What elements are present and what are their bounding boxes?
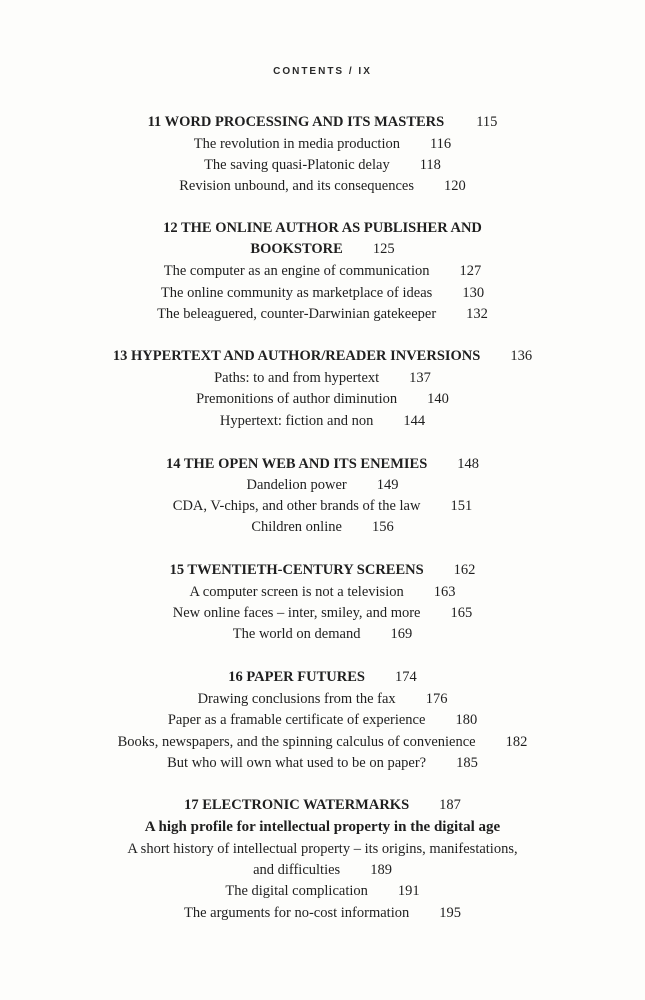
toc-entry [0,389,645,409]
chapter-17-subtitle: A high profile for intellectual property in the digital age [144,819,501,835]
toc-entry-page: 182 [505,734,528,750]
toc-entry [0,496,645,516]
chapter-11-heading [0,112,645,132]
toc-entry-page: 130 [462,285,485,301]
chapter-heading-text: 15 TWENTIETH-CENTURY SCREENS [169,562,424,578]
toc-entry-title: Dandelion power [246,477,347,493]
chapter-page-number: 187 [439,797,461,813]
chapter-14-heading [0,454,645,474]
toc-entry-title: The world on demand [232,626,361,642]
toc-entry-title: The online community as marketplace of ideas [160,285,433,301]
toc-entry-title: Hypertext: fiction and non [219,413,374,429]
chapter-heading-text: 16 PAPER FUTURES [228,669,365,685]
toc-entry [0,689,645,709]
toc-entry-page: 195 [439,905,461,921]
toc-entry [0,603,645,623]
toc-entry-title: The computer as an engine of communication [163,263,430,279]
toc-entry [0,582,645,602]
chapter-page-number: 174 [394,669,417,685]
chapter-page-number: 125 [372,241,395,257]
toc-entry [0,134,645,154]
chapter-12-heading-cont [0,239,645,259]
running-head: CONTENTS / IX [273,66,372,77]
toc-entry-title: Books, newspapers, and the spinning calculus of convenience [117,734,476,750]
toc-entry [0,839,645,859]
toc-entry-title: Paths: to and from hypertext [214,370,380,386]
toc-entry-title: and difficulties [253,862,341,878]
toc-entry-page: 189 [370,862,392,878]
chapter-heading-text: 13 HYPERTEXT AND AUTHOR/READER INVERSIONS [112,348,481,364]
chapter-page-number: 115 [476,114,498,130]
chapter-16-heading [0,667,645,687]
toc-entry-title: The beleaguered, counter-Darwinian gatekeeper [157,306,437,322]
toc-entry-page: 116 [429,136,452,152]
toc-entry-title: Revision unbound, and its consequences [179,178,415,194]
toc-entry-page: 185 [456,755,478,771]
toc-entry [0,732,645,752]
chapter-heading-text: 17 ELECTRONIC WATERMARKS [184,797,410,813]
toc-entry [0,176,645,196]
toc-entry [0,475,645,495]
chapter-17-heading [0,795,645,815]
chapter-page-number: 148 [457,456,480,472]
toc-entry-title: But who will own what used to be on paper? [167,755,427,771]
toc-entry-page: 163 [433,584,456,600]
toc-entry [0,710,645,730]
toc-entry [0,903,645,923]
toc-entry-page: 151 [450,498,473,514]
toc-entry [0,517,645,537]
toc-entry-page: 140 [427,391,449,407]
chapter-15-heading [0,560,645,580]
chapter-heading-text: 14 THE OPEN WEB AND ITS ENEMIES [165,456,428,472]
toc-entry-page: 137 [409,370,431,386]
toc-entry-page: 132 [466,306,488,322]
chapter-heading-text: BOOKSTORE [250,241,343,257]
toc-entry [0,881,645,901]
toc-entry [0,753,645,773]
chapter-page-number: 136 [510,348,533,364]
chapter-page-number: 162 [453,562,476,578]
chapter-heading-text: 11 WORD PROCESSING AND ITS MASTERS [147,114,445,130]
toc-entry [0,624,645,644]
toc-entry [0,155,645,175]
toc-entry-title: The arguments for no-cost information [184,905,410,921]
toc-entry-title: The saving quasi-Platonic delay [204,157,390,173]
toc-entry [0,283,645,303]
toc-entry-page: 120 [444,178,466,194]
toc-entry-page: 176 [425,691,448,707]
toc-entry-title: Children online [251,519,342,535]
toc-entry [0,261,645,281]
toc-entry-page: 180 [455,712,478,728]
toc-entry-page: 127 [459,263,482,279]
toc-entry-title: Drawing conclusions from the fax [197,691,396,707]
toc-entry-title: New online faces – inter, smiley, and more [172,605,421,621]
toc-entry-page: 156 [371,519,394,535]
chapter-12-heading [0,218,645,238]
toc-entry [0,368,645,388]
toc-entry-page: 165 [450,605,473,621]
toc-entry-cont [0,860,645,880]
toc-entry-title: Premonitions of author diminution [196,391,398,407]
toc-entry-page: 191 [397,883,420,899]
toc-entry-title: CDA, V-chips, and other brands of the law [172,498,421,514]
toc-entry [0,411,645,431]
toc-entry-title: The revolution in media production [193,136,400,152]
toc-entry-title: A short history of intellectual property – its origins, manifestations, [127,841,518,857]
toc-entry-page: 169 [390,626,413,642]
toc-entry-title: A computer screen is not a television [189,584,404,600]
toc-entry-title: The digital complication [225,883,368,899]
chapter-heading-text: 12 THE ONLINE AUTHOR AS PUBLISHER AND [163,220,482,236]
toc-entry-page: 118 [419,157,441,173]
toc-entry [0,304,645,324]
toc-entry-title: Paper as a framable certificate of experience [167,712,426,728]
toc-entry-page: 144 [403,413,426,429]
chapter-13-heading [0,346,645,366]
toc-entry-page: 149 [376,477,399,493]
